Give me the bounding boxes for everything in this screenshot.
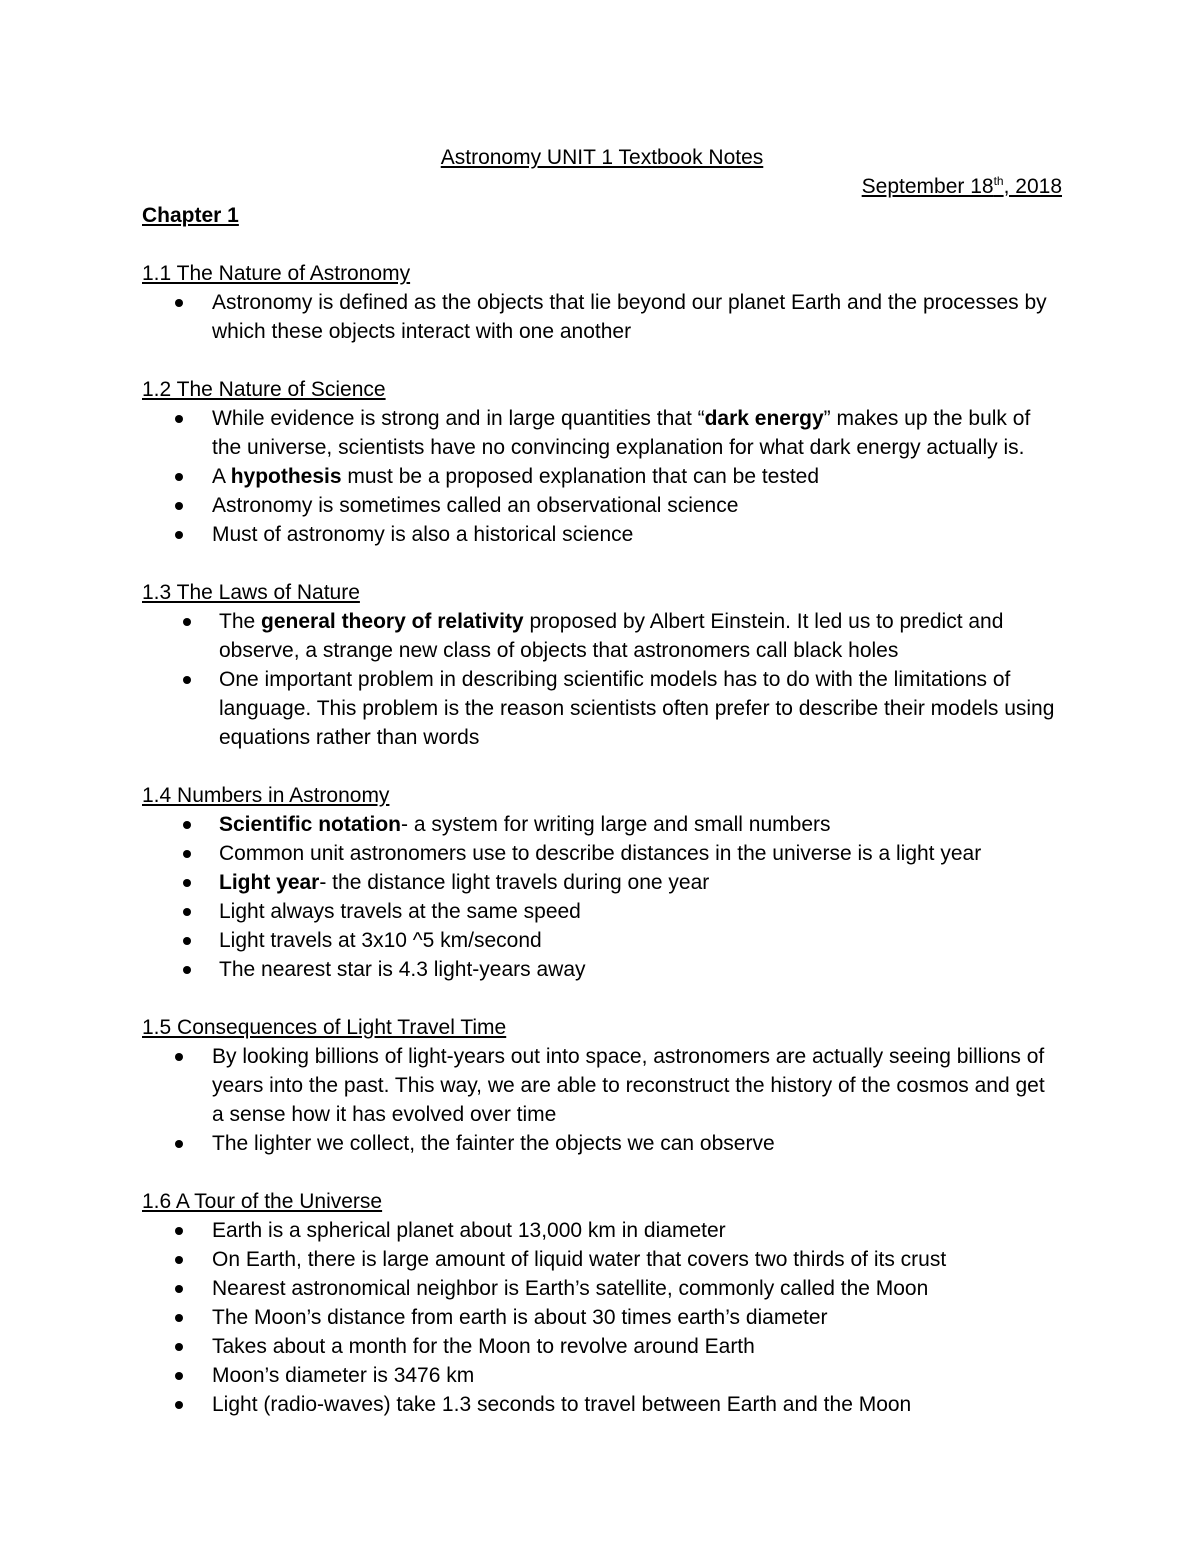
bullet-list [142, 288, 1062, 346]
text-run: A [212, 465, 231, 488]
bullet-icon [175, 1314, 183, 1322]
bullet-icon [183, 676, 191, 684]
list-item [142, 665, 1062, 752]
section-spacer [142, 984, 1062, 1013]
text-run: Astronomy is sometimes called an observational science [212, 494, 739, 517]
bold-term: Scientific notation [219, 813, 402, 836]
bold-term: Light year [219, 871, 320, 894]
bold-term: hypothesis [230, 465, 342, 488]
bullet-icon [175, 1285, 183, 1293]
list-item [142, 462, 1062, 491]
document-date [142, 172, 1062, 201]
list-item [142, 491, 1062, 520]
document-page [142, 140, 1062, 1419]
text-run: Light always travels at the same speed [219, 900, 581, 923]
bullet-icon [175, 1372, 183, 1380]
section-spacer [142, 1158, 1062, 1187]
list-item [142, 926, 1062, 955]
list-item [142, 897, 1062, 926]
list-item [142, 839, 1062, 868]
text-run: Common unit astronomers use to describe distances in the universe is a light year [219, 842, 982, 865]
text-run: Light travels at 3x10 ^5 km/second [219, 929, 542, 952]
sections-container [142, 230, 1062, 1419]
bullet-list [142, 810, 1062, 984]
date-suffix: , 2018 [1003, 175, 1062, 198]
bullet-icon [183, 850, 191, 858]
text-run: Earth is a spherical planet about 13,000 km in diameter [212, 1219, 726, 1242]
text-run: While evidence is strong and in large quantities that “ [212, 407, 705, 430]
text-run: By looking billions of light-years out into space, astronomers are actually seeing billions of years into the past. This way, we are able to reconstruct the history of the cosmos and get a sense how it has evolved over time [212, 1045, 1045, 1126]
text-run: Takes about a month for the Moon to revolve around Earth [212, 1335, 755, 1358]
bullet-icon [175, 1227, 183, 1235]
bullet-list [142, 404, 1062, 549]
bullet-icon [183, 937, 191, 945]
section-heading: 1.6 A Tour of the Universe [142, 1190, 383, 1213]
bullet-icon [183, 879, 191, 887]
bullet-list [142, 1216, 1062, 1419]
bullet-list [142, 607, 1062, 752]
list-item [142, 1390, 1062, 1419]
text-run: ” makes up the bulk of the universe, scientists have no convincing explanation for what dark energy actually is. [212, 407, 1031, 459]
list-item [142, 1274, 1062, 1303]
bullet-icon [175, 1053, 183, 1061]
bold-term: general theory of relativity [261, 610, 524, 633]
list-item [142, 404, 1062, 462]
section-heading: 1.2 The Nature of Science [142, 378, 386, 401]
bullet-icon [175, 415, 183, 423]
bullet-icon [183, 908, 191, 916]
section-heading: 1.1 The Nature of Astronomy [142, 262, 411, 285]
section-spacer [142, 549, 1062, 578]
text-run: The Moon’s distance from earth is about 30 times earth’s diameter [212, 1306, 828, 1329]
bullet-icon [175, 502, 183, 510]
text-run: The nearest star is 4.3 light-years away [219, 958, 586, 981]
list-item [142, 288, 1062, 346]
bullet-icon [175, 531, 183, 539]
bullet-icon [175, 473, 183, 481]
bullet-icon [183, 618, 191, 626]
list-item [142, 1216, 1062, 1245]
text-run: Light (radio-waves) take 1.3 seconds to travel between Earth and the Moon [212, 1393, 912, 1416]
bullet-icon [183, 821, 191, 829]
list-item [142, 810, 1062, 839]
list-item [142, 520, 1062, 549]
bullet-list [142, 1042, 1062, 1158]
bold-term: dark energy [704, 407, 824, 430]
date-prefix: September 18 [861, 175, 994, 198]
document-title: Astronomy UNIT 1 Textbook Notes [440, 146, 764, 169]
section-heading: 1.5 Consequences of Light Travel Time [142, 1016, 507, 1039]
section-spacer [142, 230, 1062, 259]
bullet-icon [183, 966, 191, 974]
section-heading: 1.4 Numbers in Astronomy [142, 784, 390, 807]
section-spacer [142, 346, 1062, 375]
list-item [142, 1245, 1062, 1274]
bullet-icon [175, 1140, 183, 1148]
section-heading: 1.3 The Laws of Nature [142, 581, 360, 604]
bullet-icon [175, 1256, 183, 1264]
text-run: - the distance light travels during one year [319, 871, 710, 894]
bullet-icon [175, 299, 183, 307]
text-run: One important problem in describing scientific models has to do with the limitations of language. This problem is the reason scientists often prefer to describe their models using equations rather than words [219, 668, 1055, 749]
list-item [142, 1361, 1062, 1390]
text-run: The lighter we collect, the fainter the objects we can observe [212, 1132, 775, 1155]
text-run: Must of astronomy is also a historical science [212, 523, 634, 546]
date-superscript: th [993, 174, 1004, 188]
text-run: Astronomy is defined as the objects that lie beyond our planet Earth and the processes by which these objects interact with one another [212, 291, 1047, 343]
text-run: Moon’s diameter is 3476 km [212, 1364, 475, 1387]
section-spacer [142, 752, 1062, 781]
bullet-icon [175, 1401, 183, 1409]
text-run: The [219, 610, 262, 633]
list-item [142, 1332, 1062, 1361]
chapter-heading: Chapter 1 [142, 204, 239, 227]
text-run: - a system for writing large and small numbers [401, 813, 831, 836]
list-item [142, 1042, 1062, 1129]
text-run: On Earth, there is large amount of liquid water that covers two thirds of its crust [212, 1248, 947, 1271]
text-run: must be a proposed explanation that can be tested [341, 465, 820, 488]
bullet-icon [175, 1343, 183, 1351]
text-run: Nearest astronomical neighbor is Earth’s satellite, commonly called the Moon [212, 1277, 929, 1300]
list-item [142, 607, 1062, 665]
text-run: proposed by Albert Einstein. It led us to predict and observe, a strange new class of objects that astronomers call black holes [219, 610, 1004, 662]
list-item [142, 868, 1062, 897]
list-item [142, 955, 1062, 984]
list-item [142, 1303, 1062, 1332]
list-item [142, 1129, 1062, 1158]
